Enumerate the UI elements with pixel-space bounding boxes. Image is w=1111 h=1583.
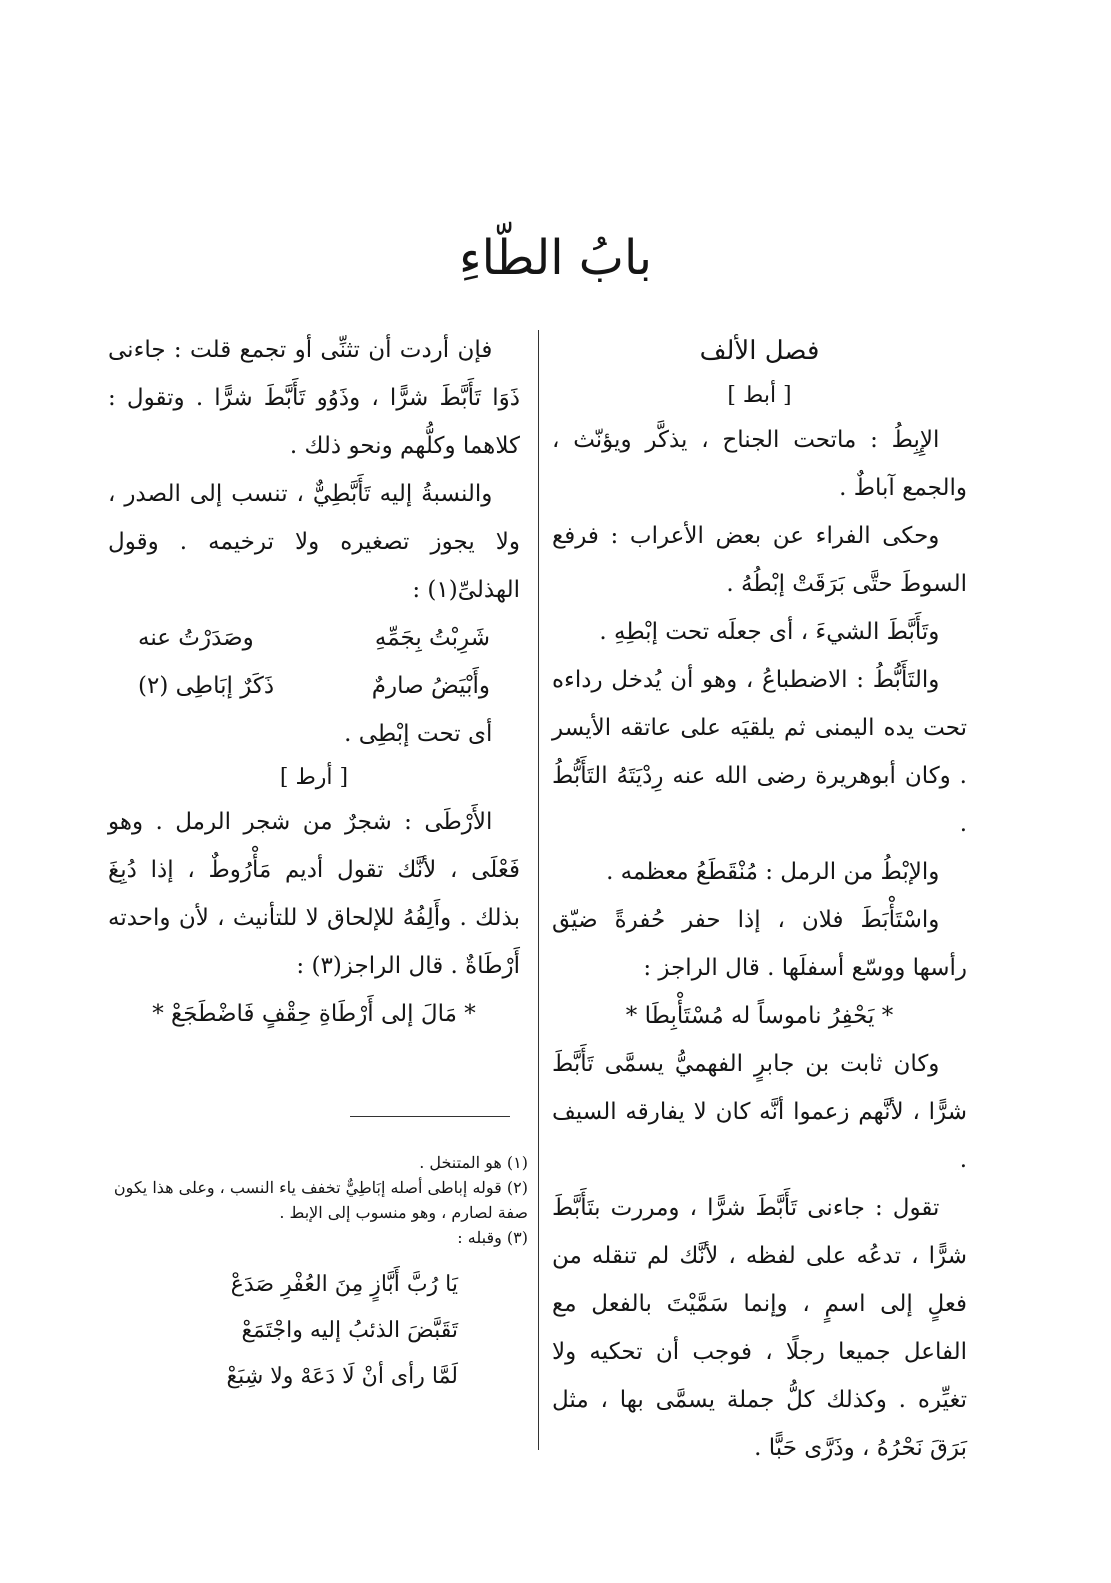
paragraph: فإن أردت أن تثنِّى أو تجمع قلت : جاءنى ذَوَا تَأَبَّطَ شرًّا ، وذَوُو تَأَبَّطَ شرًّا . وتقول : كلاهما وكلُّهم ونحو ذلك . bbox=[108, 337, 520, 459]
paragraph: الإِبِطُ : ماتحت الجناح ، يذكَّر ويؤنّث ، والجمع آباطٌ . bbox=[552, 427, 967, 501]
section-title: فصل الألف bbox=[699, 336, 820, 366]
left-column bbox=[108, 326, 520, 1038]
paragraph: الأَرْطَى : شجرٌ من شجر الرمل . وهو فَعْلَى ، لأنَّك تقول أديم مَأْرُوطٌ ، إذا دُبِغَ بذلك . وأَلِفُهُ للإلحاق لا للتأنيث ، لأن واحدته أَرْطَاةٌ . قال الراجز(٣) : bbox=[108, 809, 520, 979]
paragraph: وتَأَبَّطَ الشيءَ ، أى جعلَه تحت إبْطِهِ . bbox=[599, 619, 940, 645]
paragraph: تقول : جاءنى تَأَبَّطَ شرًّا ، ومررت بتَأَبَّطَ شرًّا ، تدعُه على لفظه ، لأنَّك لم تنقله من فعلٍ إلى اسمٍ ، وإنما سَمَّيْتَ بالفعل مع الفاعل جميعا رجلًا ، فوجب أن تحكيه ولا تغيِّره . وكذلك كلُّ جملة يسمَّى بها ، مثل بَرَقَ نَحْرُهُ ، وذَرَّى حَبًّا . bbox=[552, 1195, 967, 1461]
paragraph: وكان ثابت بن جابرٍ الفهميُّ يسمَّى تَأَبَّطَ شرًّا ، لأنَّهم زعموا أنَّه كان لا يفارقه السيف . bbox=[552, 1051, 967, 1173]
column-divider bbox=[538, 330, 539, 1450]
hemistich: وأَبْيَضُ صارمٌ bbox=[371, 673, 490, 699]
paragraph: أى تحت إبْطِى . bbox=[344, 721, 493, 747]
verse-line bbox=[108, 662, 520, 710]
footnote: (٣) وقبله : bbox=[457, 1228, 528, 1247]
footnote: (٢) قوله إباطى أصله إبَاطِيٌّ تخفف ياء النسب ، وعلى هذا يكون صفة لصارم ، وهو منسوب إلى الإبط . bbox=[113, 1178, 528, 1222]
verse: * مَالَ إلى أَرْطَاةِ حِقْفٍ فَاضْطَجَعْ * bbox=[152, 1001, 476, 1027]
entry-heading: [ أرط ] bbox=[279, 765, 349, 790]
page-title: بابُ الطّاءِ bbox=[459, 230, 652, 286]
hemistich: شَرِبْتُ بِجَمِّهِ bbox=[374, 625, 490, 651]
footnote-verse-line: تَقَبَّضَ الذئبُ إليه واجْتَمَعْ bbox=[241, 1318, 458, 1343]
footnotes bbox=[108, 1150, 528, 1400]
footnote-verse-line: يَا رُبَّ أَبَّازٍ مِنَ العُفْرِ صَدَعْ bbox=[230, 1272, 458, 1297]
footnote: (١) هو المتنخل . bbox=[419, 1153, 528, 1172]
paragraph: وحكى الفراء عن بعض الأعراب : فرفع السوطَ حتَّى بَرَقَتْ إبْطُهُ . bbox=[552, 523, 967, 597]
paragraph: والتَأَبُّطُ : الاضطباعُ ، وهو أن يُدخل رداءه تحت يده اليمنى ثم يلقيَه على عاتقه الأيسر . وكان أبوهريرة رضى الله عنه رِدْيَتَهُ التَأَبُّطُ . bbox=[552, 667, 967, 837]
verse-line bbox=[108, 614, 520, 662]
entry-heading: [ أبط ] bbox=[727, 383, 792, 408]
hemistich: وصَدَرْتُ عنه bbox=[138, 625, 254, 651]
right-column bbox=[552, 326, 967, 1472]
hemistich: ذَكَرٌ إبَاطِى (٢) bbox=[138, 673, 275, 699]
verse: * يَحْفِرُ ناموساً له مُسْتَأْبِطَا * bbox=[625, 1003, 894, 1029]
footnote-verses bbox=[108, 1262, 528, 1400]
footnote-rule bbox=[350, 1116, 510, 1117]
footnote-verse-line: لَمَّا رأى أنْ لَا دَعَهْ ولا شِبَعْ bbox=[226, 1364, 458, 1389]
paragraph: والنسبةُ إليه تَأَبَّطِيٌّ ، تنسب إلى الصدر ، ولا يجوز تصغيره ولا ترخيمه . وقول الهذلىِّ(١) : bbox=[108, 481, 520, 603]
paragraph: واسْتَأْبَطَ فلان ، إذا حفر حُفرةً ضيّق رأسها ووسّع أسفلَها . قال الراجز : bbox=[552, 907, 967, 981]
paragraph: والإبْطُ من الرمل : مُنْقَطَعُ معظمه . bbox=[606, 859, 940, 885]
